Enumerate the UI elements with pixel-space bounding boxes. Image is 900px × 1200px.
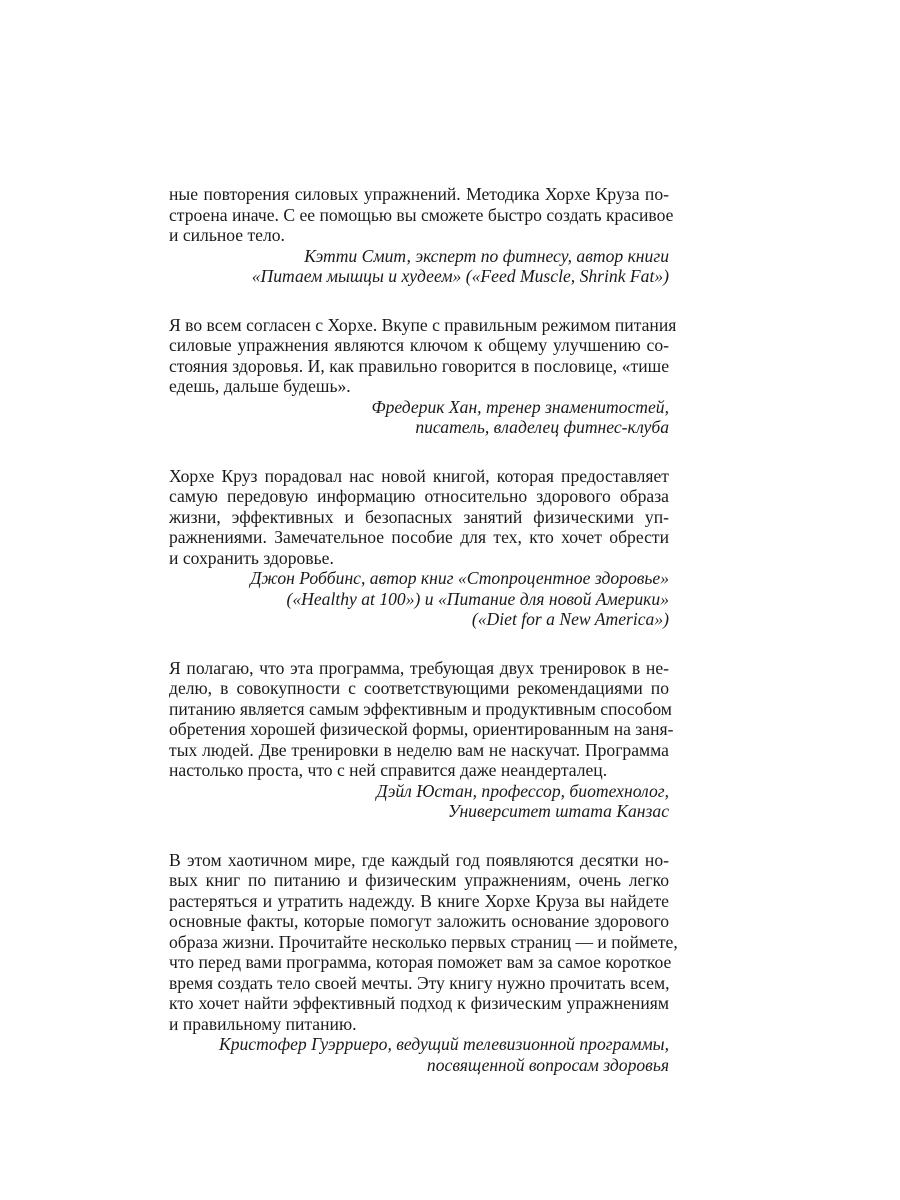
testimonial-guerriero — [169, 849, 678, 1076]
text-line: Я полагаю, что эта программа, требующая двух тренировок в не- — [169, 657, 669, 678]
text-line: Хорхе Круз порадовал нас новой книгой, которая предоставляет — [169, 465, 669, 486]
attribution-line: Университет штата Канзас — [448, 801, 669, 821]
attribution-line: («Diet for a New America») — [471, 609, 669, 629]
text-line: жизни, эффективных и безопасных занятий физическими уп- — [169, 506, 669, 527]
text-line: что перед вами программа, которая поможет вам за самое короткое — [169, 952, 672, 972]
testimonial-attribution — [169, 397, 669, 438]
text-line: основные факты, которые помогут заложить основание здорового — [169, 911, 669, 931]
text-line: образа жизни. Прочитайте несколько первых страниц — и поймете, — [169, 931, 678, 952]
testimonial-attribution — [169, 246, 669, 287]
testimonial-text — [169, 657, 674, 781]
attribution-line: «Питаем мышцы и худеем» («Feed Muscle, Shrink Fat») — [251, 266, 669, 286]
text-line: растеряться и утратить надежду. В книге Хорхе Круза вы найдете — [169, 890, 669, 911]
testimonial-smith — [169, 184, 674, 287]
text-line: питанию является самым эффективным и продуктивным способом — [169, 698, 672, 719]
attribution-line: Дэйл Юстан, профессор, биотехнолог, — [376, 780, 669, 801]
attribution-line: посвященной вопросам здоровья — [426, 1054, 669, 1075]
testimonial-text — [169, 314, 677, 397]
text-line: едешь, дальше будешь». — [169, 376, 351, 396]
text-line: и правильному питанию. — [169, 1013, 357, 1034]
text-line: силовые упражнения являются ключом к общему улучшению со- — [169, 335, 669, 355]
book-page — [169, 184, 678, 1103]
attribution-line: Джон Роббинс, автор книг «Стопроцентное здоровье» — [250, 568, 669, 588]
text-line: строена иначе. С ее помощью вы сможете быстро создать красивое — [169, 204, 674, 225]
text-line: тых людей. Две тренировки в неделю вам не наскучат. Программа — [169, 739, 669, 760]
text-line: стояния здоровья. И, как правильно говорится в пословице, «тише — [169, 355, 669, 376]
attribution-line: Кристофер Гуэрриеро, ведущий телевизионной программы, — [219, 1034, 669, 1054]
text-line: и сохранить здоровье. — [169, 547, 334, 568]
testimonial-attribution — [169, 1034, 669, 1075]
text-line: ражнениями. Замечательное пособие для тех, кто хочет обрести — [169, 527, 669, 547]
attribution-line: Фредерик Хан, тренер знаменитостей, — [371, 396, 669, 417]
text-line: кто хочет найти эффективный подход к физическим упражнениям — [169, 993, 669, 1013]
text-line: делю, в совокупности с соответствующими рекомендациями по — [169, 678, 669, 698]
text-line: самую передовую информацию относительно здорового образа — [169, 486, 669, 506]
attribution-line: («Healthy at 100») и «Питание для новой Америки» — [286, 588, 669, 609]
text-line: Я во всем согласен с Хорхе. Вкупе с правильным режимом питания — [169, 314, 677, 335]
text-line: и сильное тело. — [169, 225, 285, 245]
text-line: вых книг по питанию и физическим упражнениям, очень легко — [169, 870, 669, 890]
testimonial-text — [169, 184, 674, 246]
testimonial-hahn — [169, 314, 677, 438]
text-line: В этом хаотичном мире, где каждый год появляются десятки но- — [169, 849, 669, 870]
testimonial-attribution — [169, 568, 669, 630]
text-line: обретения хорошей физической формы, ориентированным на заня- — [169, 719, 674, 739]
text-line: настолько проста, что с ней справится даже неандерталец. — [169, 760, 608, 780]
testimonial-text — [169, 466, 669, 569]
testimonial-justan — [169, 657, 674, 822]
testimonial-attribution — [169, 781, 669, 822]
attribution-line: писатель, владелец фитнес-клуба — [415, 417, 669, 437]
text-line: ные повторения силовых упражнений. Методика Хорхе Круза по- — [169, 184, 669, 204]
testimonial-text — [169, 849, 678, 1035]
text-line: время создать тело своей мечты. Эту книгу нужно прочитать всем, — [169, 972, 670, 993]
testimonial-robbins — [169, 466, 669, 630]
attribution-line: Кэтти Смит, эксперт по фитнесу, автор книги — [304, 245, 669, 266]
